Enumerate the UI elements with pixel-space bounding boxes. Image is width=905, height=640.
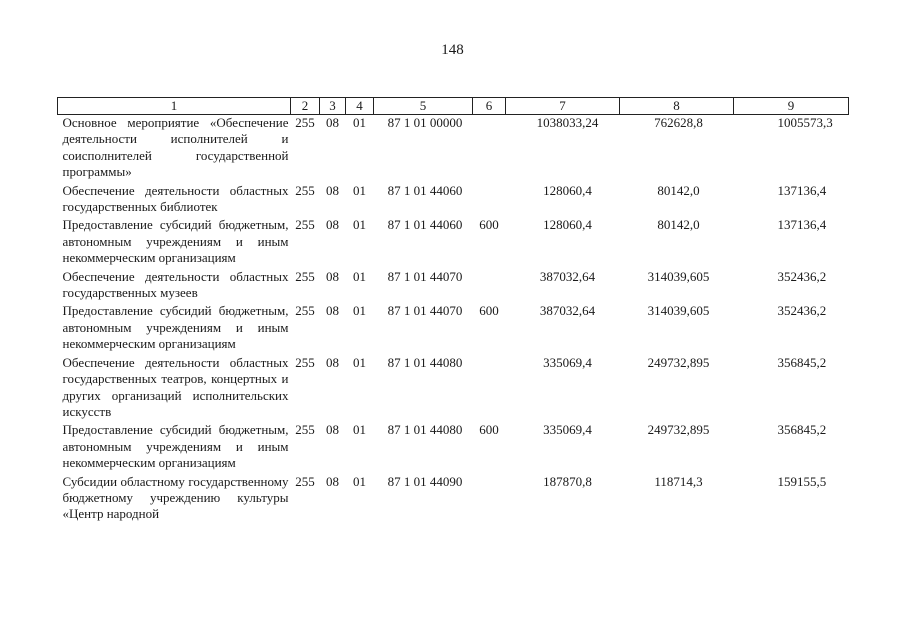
cell-c3: 08 xyxy=(326,422,339,438)
cell-c6 xyxy=(473,115,506,183)
column-header: 5 xyxy=(374,98,473,115)
cell-c6: 600 xyxy=(479,422,499,438)
cell-c8: 314039,605 xyxy=(647,303,710,319)
cell-c4: 01 xyxy=(353,422,366,438)
cell-c7: 387032,64 xyxy=(539,268,596,284)
cell-c7: 335069,4 xyxy=(543,422,592,438)
column-header: 3 xyxy=(320,98,346,115)
cell-c8: 118714,3 xyxy=(654,473,703,489)
cell-c4: 01 xyxy=(353,115,366,130)
table-row xyxy=(58,422,849,473)
table-row xyxy=(58,355,849,423)
cell-c2: 255 xyxy=(295,354,315,370)
column-header: 2 xyxy=(291,98,320,115)
cell-c8: 762628,8 xyxy=(654,115,703,130)
cell-c5: 87 1 01 00000 xyxy=(387,115,463,130)
row-name: Основное мероприятие «Обеспечение деятельности исполнителей и соисполнителей государственной программы» xyxy=(62,115,289,180)
cell-c7: 128060,4 xyxy=(543,182,592,198)
cell-c3: 08 xyxy=(326,473,339,489)
cell-c5: 87 1 01 44080 xyxy=(387,422,463,438)
row-name: Предоставление субсидий бюджетным, автономным учреждениям и иным некоммерческим организациям xyxy=(62,303,289,352)
cell-c9: 137136,4 xyxy=(777,182,827,198)
cell-c6 xyxy=(473,269,506,304)
cell-c5: 87 1 01 44070 xyxy=(387,303,463,319)
cell-c4: 01 xyxy=(353,268,366,284)
cell-c2: 255 xyxy=(295,303,315,319)
cell-c3: 08 xyxy=(326,303,339,319)
cell-c4: 01 xyxy=(353,182,366,198)
cell-c8: 80142,0 xyxy=(657,182,700,198)
row-name: Обеспечение деятельности областных государственных театров, концертных и других организаций исполнительских искусств xyxy=(62,354,289,419)
cell-c6 xyxy=(473,183,506,218)
table-row xyxy=(58,217,849,268)
cell-c3: 08 xyxy=(326,217,339,233)
cell-c9: 352436,2 xyxy=(777,303,827,319)
table-row xyxy=(58,115,849,183)
row-name: Предоставление субсидий бюджетным, автономным учреждениям и иным некоммерческим организациям xyxy=(62,422,289,471)
cell-c6 xyxy=(473,474,506,525)
column-header: 4 xyxy=(346,98,374,115)
cell-c9: 352436,2 xyxy=(777,268,827,284)
cell-c6: 600 xyxy=(479,217,499,233)
table-row xyxy=(58,474,849,525)
cell-c8: 314039,605 xyxy=(647,268,710,284)
cell-c7: 335069,4 xyxy=(543,354,592,370)
cell-c8: 249732,895 xyxy=(647,354,710,370)
cell-c3: 08 xyxy=(326,182,339,198)
cell-c2: 255 xyxy=(295,422,315,438)
cell-c3: 08 xyxy=(326,354,339,370)
cell-c5: 87 1 01 44060 xyxy=(387,217,463,233)
cell-c5: 87 1 01 44060 xyxy=(387,182,463,198)
cell-c8: 249732,895 xyxy=(647,422,710,438)
table-row xyxy=(58,303,849,354)
budget-table xyxy=(57,97,849,525)
cell-c9: 137136,4 xyxy=(777,217,827,233)
cell-c9: 159155,5 xyxy=(777,473,827,489)
cell-c9: 1005573,3 xyxy=(777,115,833,130)
table-body xyxy=(58,115,849,525)
cell-c7: 187870,8 xyxy=(543,473,592,489)
cell-c3: 08 xyxy=(326,115,339,130)
cell-c5: 87 1 01 44070 xyxy=(387,268,463,284)
column-header: 1 xyxy=(58,98,291,115)
header-row xyxy=(58,98,849,115)
cell-c6 xyxy=(473,355,506,423)
column-header: 8 xyxy=(620,98,734,115)
row-name: Субсидии областному государственному бюджетному учреждению культуры «Центр народной xyxy=(62,473,289,522)
column-header: 7 xyxy=(506,98,620,115)
cell-c5: 87 1 01 44090 xyxy=(387,473,463,489)
cell-c6: 600 xyxy=(479,303,499,319)
cell-c2: 255 xyxy=(295,182,315,198)
column-header: 9 xyxy=(734,98,849,115)
cell-c8: 80142,0 xyxy=(657,217,700,233)
cell-c7: 128060,4 xyxy=(543,217,592,233)
cell-c7: 387032,64 xyxy=(539,303,596,319)
table-row xyxy=(58,269,849,304)
cell-c2: 255 xyxy=(295,217,315,233)
table-header xyxy=(58,98,849,115)
row-name: Обеспечение деятельности областных государственных музеев xyxy=(62,268,289,301)
cell-c3: 08 xyxy=(326,268,339,284)
cell-c4: 01 xyxy=(353,354,366,370)
cell-c4: 01 xyxy=(353,473,366,489)
cell-c2: 255 xyxy=(295,115,315,130)
cell-c9: 356845,2 xyxy=(777,422,827,438)
table-row xyxy=(58,183,849,218)
row-name: Предоставление субсидий бюджетным, автономным учреждениям и иным некоммерческим организациям xyxy=(62,217,289,266)
cell-c2: 255 xyxy=(295,473,315,489)
row-name: Обеспечение деятельности областных государственных библиотек xyxy=(62,182,289,215)
cell-c4: 01 xyxy=(353,217,366,233)
cell-c4: 01 xyxy=(353,303,366,319)
cell-c5: 87 1 01 44080 xyxy=(387,354,463,370)
cell-c9: 356845,2 xyxy=(777,354,827,370)
page-number: 148 xyxy=(441,42,464,58)
column-header: 6 xyxy=(473,98,506,115)
cell-c7: 1038033,24 xyxy=(536,115,599,130)
cell-c2: 255 xyxy=(295,268,315,284)
